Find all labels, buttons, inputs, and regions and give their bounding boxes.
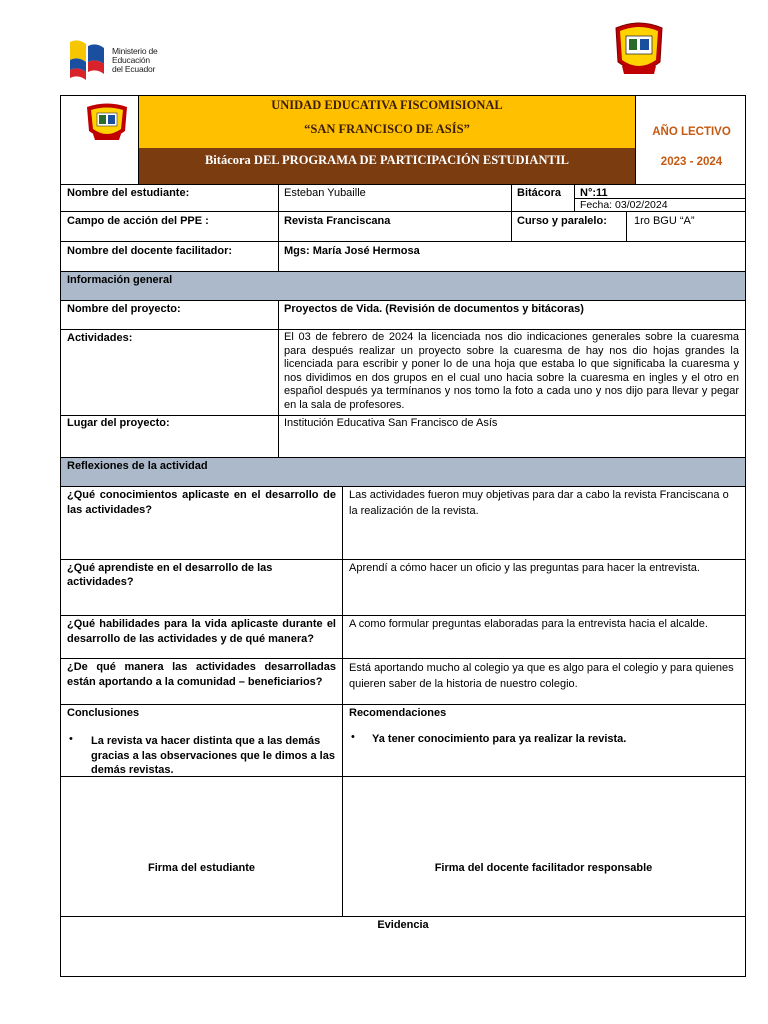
- ministry-line1: Ministerio de: [112, 46, 158, 56]
- bitacora-label: Bitácora: [517, 187, 562, 199]
- docente-label: Nombre del docente facilitador:: [67, 245, 233, 257]
- campo-accion-value: Revista Franciscana: [284, 215, 391, 227]
- school-seal-icon: [610, 22, 668, 80]
- question-3: ¿Qué habilidades para la vida aplicaste durante el desarrollo de las actividades y de qué manera?: [67, 618, 336, 645]
- ministry-logo: [68, 40, 178, 84]
- bitacora-number: N°:11: [580, 187, 608, 199]
- docente-value: Mgs: María José Hermosa: [284, 245, 420, 257]
- firma-docente: Firma del docente facilitador responsable: [434, 862, 653, 874]
- ecuador-flag-icon: [68, 40, 106, 82]
- recomendaciones-bullet: •: [351, 731, 355, 743]
- conclusiones-bullet: •: [69, 733, 73, 745]
- school-year-cell: [635, 96, 747, 184]
- lugar-value: Institución Educativa San Francisco de Asís: [284, 417, 498, 429]
- recomendaciones-item: Ya tener conocimiento para ya realizar la revista.: [372, 733, 627, 745]
- actividades-label: Actividades:: [67, 332, 133, 344]
- actividades-value: El 03 de febrero de 2024 la licenciada nos dio indicaciones generales sobre la cuaresma para después realizar un proyecto sobre la cuaresma de hay nos dio hojas grandes la licenciada para escribir y poner lo de una hoja que estaba lo que significaba la cuaresma y nos dividimos en dos grupos en el cual uno hacia sobre la cuaresma en ingles y el otro en español después ya termínanos y nos tomo la foto a cada uno y nos dijo para llevar y pegar en la sala de profesores.: [284, 331, 739, 411]
- school-year-label: AÑO LECTIVO: [652, 126, 731, 138]
- answer-4: Está aportando mucho al colegio ya que es algo para el colegio y para quienes quieren saber de la historia de nuestro colegio.: [349, 662, 734, 690]
- conclusiones-title: Conclusiones: [67, 707, 140, 719]
- bitacora-form: [60, 95, 746, 977]
- evidencia-title: Evidencia: [377, 919, 429, 931]
- section-title-general: Información general: [67, 274, 173, 286]
- school-crest-icon: [83, 103, 131, 143]
- school-name-line2: “SAN FRANCISCO DE ASÍS”: [304, 122, 470, 136]
- question-1: ¿Qué conocimientos aplicaste en el desarrollo de las actividades?: [67, 489, 336, 516]
- recomendaciones-title: Recomendaciones: [349, 707, 447, 719]
- proyecto-value: Proyectos de Vida. (Revisión de documentos y bitácoras): [284, 303, 584, 315]
- answer-1: Las actividades fueron muy objetivas para dar a cabo la revista Franciscana o la realización de la revista.: [349, 489, 729, 517]
- curso-paralelo-value: 1ro BGU “A”: [634, 215, 695, 227]
- school-name-line1: UNIDAD EDUCATIVA FISCOMISIONAL: [271, 98, 503, 112]
- question-2: ¿Qué aprendiste en el desarrollo de las actividades?: [67, 562, 273, 588]
- proyecto-label: Nombre del proyecto:: [67, 303, 181, 315]
- ministry-line3: del Ecuador: [112, 64, 156, 74]
- program-title: Bitácora DEL PROGRAMA DE PARTICIPACIÓN ESTUDIANTIL: [139, 148, 635, 184]
- header-logo-cell: [61, 96, 139, 184]
- school-year-value: 2023 - 2024: [660, 156, 723, 168]
- student-name-label: Nombre del estudiante:: [67, 187, 190, 199]
- ministry-line2: Educación: [112, 55, 150, 65]
- student-name-value: Esteban Yubaille: [284, 187, 366, 199]
- answer-2: Aprendí a cómo hacer un oficio y las preguntas para hacer la entrevista.: [349, 562, 700, 574]
- bitacora-date: Fecha: 03/02/2024: [580, 199, 668, 211]
- campo-accion-label: Campo de acción del PPE :: [67, 215, 209, 227]
- question-4: ¿De qué manera las actividades desarrolladas están aportando a la comunidad – beneficiarios?: [67, 661, 336, 688]
- lugar-label: Lugar del proyecto:: [67, 417, 170, 429]
- answer-3: A como formular preguntas elaboradas para la entrevista hacia el alcalde.: [349, 618, 708, 630]
- school-name-banner: [139, 96, 635, 148]
- ministry-text: [112, 47, 158, 74]
- section-title-reflexiones: Reflexiones de la actividad: [67, 460, 208, 472]
- curso-paralelo-label: Curso y paralelo:: [517, 215, 607, 227]
- firma-estudiante: Firma del estudiante: [148, 862, 255, 874]
- conclusiones-item: La revista va hacer distinta que a las demás gracias a las observaciones que le dimos a las demás revistas.: [91, 735, 335, 776]
